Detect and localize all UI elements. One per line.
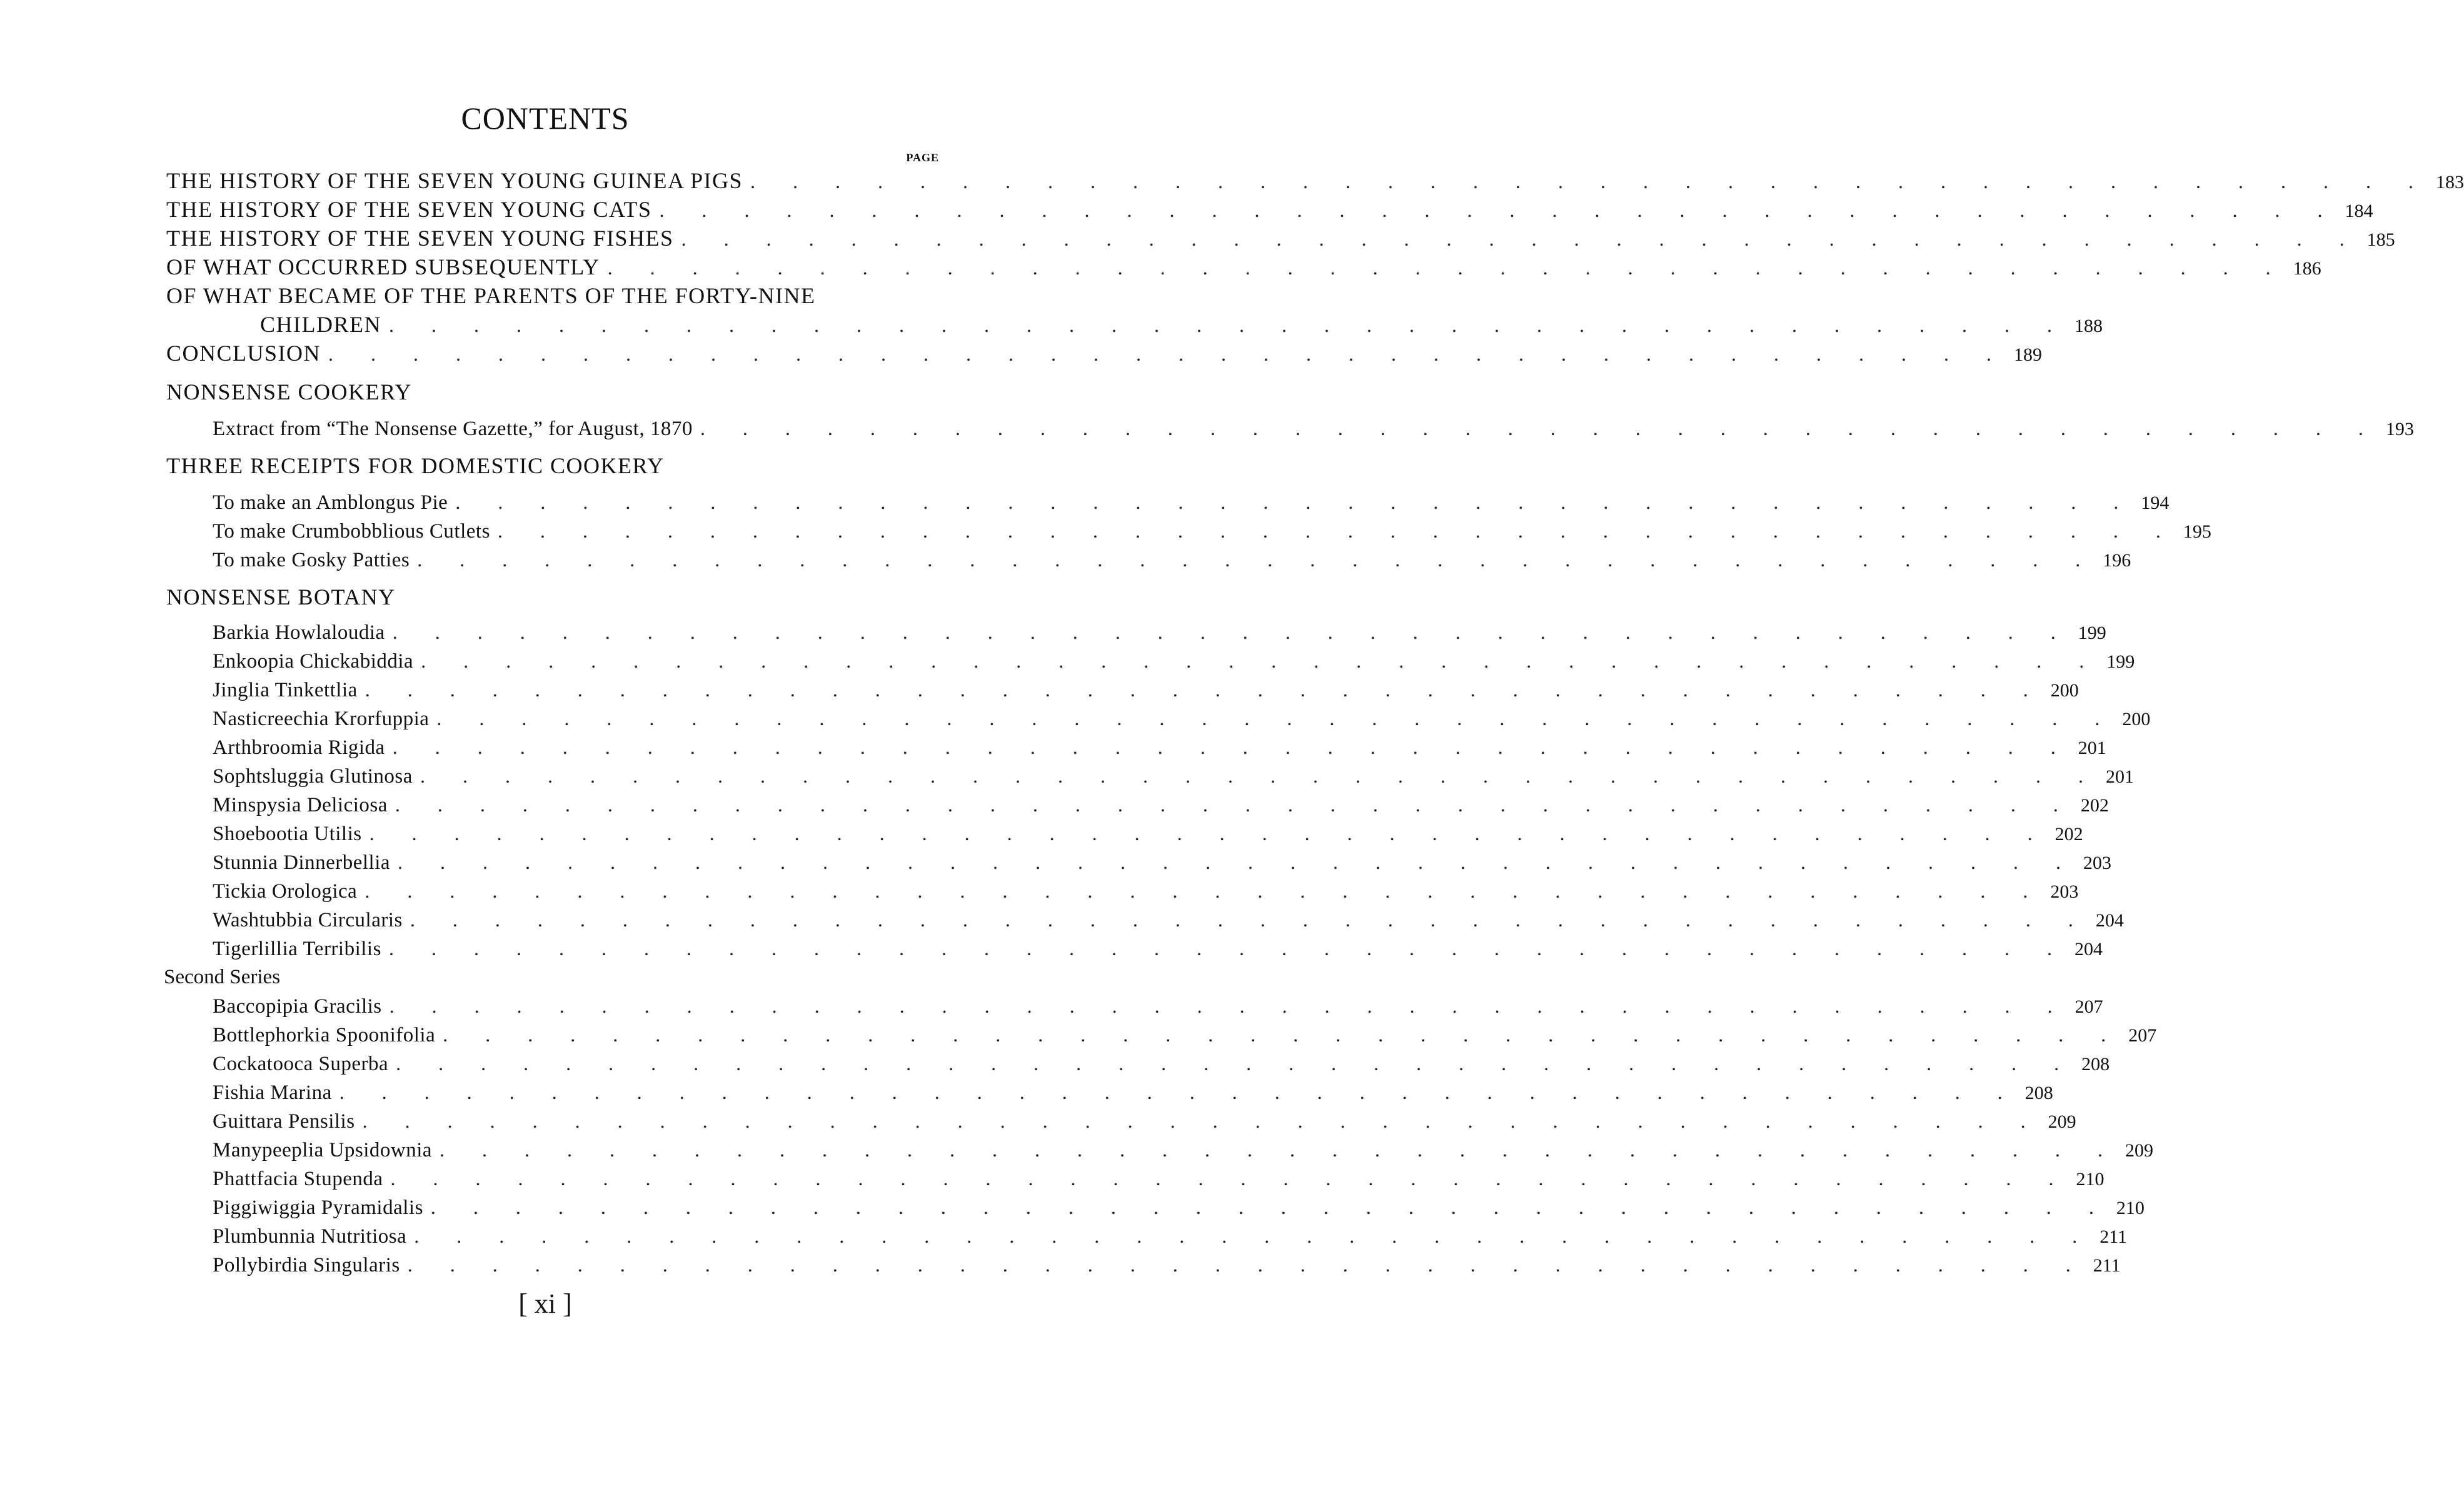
dot-leader: . . . . . . . . . . . . . . . . . . . . . . . . . . . . . . . . . . . . . . . .: [362, 1110, 2042, 1132]
entry-title: Arthbroomia Rigida: [213, 736, 385, 759]
entry-title: Tigerlillia Terribilis: [213, 938, 381, 960]
dot-leader: . . . . . . . . . . . . . . . . . . . . . . . . . . . . . . . . . . . . . . . .: [440, 1138, 2120, 1161]
entry-title: CONCLUSION: [166, 341, 321, 366]
dot-leader: . . . . . . . . . . . . . . . . . . . . . . . . . . . . . . . . . . . . . . . .: [339, 1081, 2019, 1103]
toc-entry[interactable]: [213, 1135, 2154, 1164]
toc-entry[interactable]: [213, 1049, 2110, 1078]
dot-leader: . . . . . . . . . . . . . . . . . . . . . . . . . . . . . . . . . . . . . . . .: [392, 736, 2072, 758]
entry-page: 210: [2076, 1169, 2104, 1190]
section-heading-nonsense-botany: NONSENSE BOTANY: [166, 584, 396, 609]
entry-page: 211: [2093, 1255, 2121, 1276]
dot-leader: . . . . . . . . . . . . . . . . . . . . . . . . . . . . . . . . . . . . . . . .: [365, 880, 2044, 902]
dot-leader: . . . . . . . . . . . . . . . . . . . . . . . . . . . . . . . . . . . . . . . .: [392, 621, 2072, 643]
entry-title: Pollybirdia Singularis: [213, 1254, 400, 1276]
page-number-footer: [ xi ]: [518, 1288, 572, 1319]
toc-entry[interactable]: [213, 646, 2135, 675]
toc-entry[interactable]: [213, 1078, 2053, 1106]
entry-page: 208: [2024, 1083, 2053, 1103]
section-heading-three-receipts: THREE RECEIPTS FOR DOMESTIC COOKERY: [166, 453, 665, 478]
entry-title: Enkoopia Chickabiddia: [213, 650, 414, 673]
toc-entry[interactable]: [213, 1106, 2076, 1135]
dot-leader: . . . . . . . . . . . . . . . . . . . . . . . . . . . . . . . . . . . . . . . .: [388, 937, 2068, 960]
toc-entry[interactable]: [213, 733, 2106, 761]
entry-page: 185: [2366, 229, 2395, 250]
dot-leader: . . . . . . . . . . . . . . . . . . . . . . . . . . . . . . . . . . . . . . . .: [414, 1225, 2094, 1247]
entry-title-line1[interactable]: OF WHAT BECAME OF THE PARENTS OF THE FORTY-NINE: [166, 283, 816, 308]
entry-title: THE HISTORY OF THE SEVEN YOUNG FISHES: [166, 226, 674, 251]
page-column-label: PAGE: [906, 151, 939, 164]
entry-page: 201: [2105, 766, 2134, 787]
entry-page: 189: [2014, 344, 2043, 365]
entry-title: THE HISTORY OF THE SEVEN YOUNG GUINEA PIGS: [166, 168, 743, 193]
dot-leader: . . . . . . . . . . . . . . . . . . . . . . . . . . . . . . . . . . . . . . . .: [365, 678, 2044, 701]
entry-page: 196: [2103, 550, 2131, 571]
toc-entry[interactable]: [213, 876, 2079, 905]
entry-title: To make an Amblongus Pie: [213, 491, 448, 514]
entry-title: Shoebootia Utilis: [213, 823, 362, 845]
entry-title: THE HISTORY OF THE SEVEN YOUNG CATS: [166, 197, 652, 222]
toc-entry[interactable]: [166, 195, 2373, 224]
entry-page: 184: [2345, 201, 2373, 221]
entry-title: Nasticreechia Krorfuppia: [213, 708, 430, 730]
dot-leader: . . . . . . . . . . . . . . . . . . . . . . . . . . . . . . . . . . . . . . . .: [750, 170, 2430, 193]
entry-title: To make Gosky Patties: [213, 549, 410, 571]
toc-entry[interactable]: [213, 991, 2103, 1020]
dot-leader: . . . . . . . . . . . . . . . . . . . . . . . . . . . . . . . . . . . . . . . .: [443, 1023, 2123, 1046]
dot-leader: . . . . . . . . . . . . . . . . . . . . . . . . . . . . . . . . . . . . . . . .: [395, 793, 2074, 816]
toc-entry[interactable]: [213, 1193, 2145, 1221]
entry-page: 188: [2074, 316, 2103, 336]
entry-page: 209: [2125, 1140, 2154, 1161]
toc-entry[interactable]: [166, 339, 2043, 368]
section-heading-nonsense-cookery: NONSENSE COOKERY: [166, 379, 413, 404]
entry-title: To make Crumbobblious Cutlets: [213, 520, 490, 543]
toc-entry[interactable]: [213, 934, 2103, 963]
dot-leader: . . . . . . . . . . . . . . . . . . . . . . . . . . . . . . . . . . . . . . . .: [497, 519, 2177, 542]
entry-title: Cockatooca Superba: [213, 1053, 389, 1075]
entry-page: 199: [2078, 623, 2106, 643]
toc-entry[interactable]: [213, 516, 2211, 545]
toc-entry[interactable]: [260, 310, 2103, 339]
toc-entry[interactable]: [213, 1250, 2121, 1279]
entry-page: 208: [2081, 1054, 2110, 1075]
toc-entry[interactable]: [213, 819, 2083, 848]
entry-page: 193: [2385, 419, 2414, 439]
entry-page: 207: [2128, 1025, 2157, 1046]
entry-title: Plumbunnia Nutritiosa: [213, 1225, 407, 1248]
entry-page: 204: [2095, 910, 2124, 931]
dot-leader: . . . . . . . . . . . . . . . . . . . . . . . . . . . . . . . . . . . . . . . .: [421, 649, 2101, 672]
entry-title: Bottlephorkia Spoonifolia: [213, 1024, 436, 1046]
entry-page: 210: [2116, 1198, 2145, 1218]
entry-title: Baccopipia Gracilis: [213, 995, 382, 1018]
dot-leader: . . . . . . . . . . . . . . . . . . . . . . . . . . . . . . . . . . . . . . . .: [369, 822, 2049, 845]
entry-page: 204: [2074, 939, 2103, 960]
dot-leader: . . . . . . . . . . . . . . . . . . . . . . . . . . . . . . . . . . . . . . . .: [681, 228, 2361, 250]
dot-leader: . . . . . . . . . . . . . . . . . . . . . . . . . . . . . . . . . . . . . . . .: [436, 707, 2116, 729]
entry-page: 207: [2074, 996, 2103, 1017]
entry-page: 201: [2078, 738, 2106, 758]
toc-entry[interactable]: [213, 414, 2414, 443]
entry-page: 194: [2141, 493, 2170, 513]
dot-leader: . . . . . . . . . . . . . . . . . . . . . . . . . . . . . . . . . . . . . . . .: [389, 995, 2069, 1017]
entry-title: Manypeeplia Upsidownia: [213, 1139, 433, 1161]
toc-entry[interactable]: [213, 1020, 2157, 1049]
dot-leader: . . . . . . . . . . . . . . . . . . . . . . . . . . . . . . . . . . . . . . . .: [407, 1253, 2087, 1276]
entry-title: Guittara Pensilis: [213, 1110, 355, 1133]
entry-page: 203: [2083, 853, 2112, 873]
dot-leader: . . . . . . . . . . . . . . . . . . . . . . . . . . . . . . . . . . . . . . . .: [430, 1196, 2110, 1218]
dot-leader: . . . . . . . . . . . . . . . . . . . . . . . . . . . . . . . . . . . . . . . .: [420, 765, 2099, 787]
toc-entry[interactable]: [213, 1164, 2104, 1193]
entry-title: Washtubbia Circularis: [213, 909, 403, 931]
entry-page: 199: [2106, 651, 2135, 672]
entry-title: Tickia Orologica: [213, 880, 358, 903]
dot-leader: . . . . . . . . . . . . . . . . . . . . . . . . . . . . . . . . . . . . . . . .: [328, 343, 2008, 365]
page-title: CONTENTS: [461, 101, 630, 136]
toc-entry[interactable]: [213, 761, 2134, 790]
toc-entry[interactable]: [213, 848, 2112, 876]
toc-entry[interactable]: [213, 1221, 2128, 1250]
dot-leader: . . . . . . . . . . . . . . . . . . . . . . . . . . . . . . . . . . . . . . . .: [389, 314, 2068, 336]
toc-entry[interactable]: [213, 790, 2109, 819]
dot-leader: . . . . . . . . . . . . . . . . . . . . . . . . . . . . . . . . . . . . . . . .: [417, 548, 2097, 571]
toc-entry[interactable]: [213, 545, 2131, 574]
dot-leader: . . . . . . . . . . . . . . . . . . . . . . . . . . . . . . . . . . . . . . . .: [396, 1052, 2076, 1075]
entry-title-continuation: CHILDREN: [260, 312, 381, 337]
entry-page: 203: [2050, 881, 2079, 902]
entry-page: 183: [2436, 172, 2464, 193]
entry-page: 200: [2050, 680, 2079, 701]
entry-title: Stunnia Dinnerbellia: [213, 851, 391, 874]
toc-entry[interactable]: [166, 224, 2395, 253]
dot-leader: . . . . . . . . . . . . . . . . . . . . . . . . . . . . . . . . . . . . . . . .: [398, 851, 2078, 873]
toc-entry[interactable]: [213, 905, 2124, 934]
entry-page: 209: [2048, 1111, 2076, 1132]
entry-page: 211: [2099, 1226, 2128, 1247]
entry-title: Minspysia Deliciosa: [213, 794, 388, 816]
entry-title: Extract from “The Nonsense Gazette,” for August, 1870: [213, 418, 693, 440]
second-series-label: Second Series: [164, 966, 281, 988]
toc-entry[interactable]: [213, 488, 2170, 516]
toc-entry[interactable]: [166, 166, 2464, 195]
entry-title: Piggiwiggia Pyramidalis: [213, 1196, 423, 1219]
dot-leader: . . . . . . . . . . . . . . . . . . . . . . . . . . . . . . . . . . . . . . . .: [455, 491, 2135, 513]
entry-page: 202: [2080, 795, 2109, 816]
entry-title: OF WHAT OCCURRED SUBSEQUENTLY: [166, 254, 600, 279]
toc-entry[interactable]: [213, 618, 2106, 646]
toc-entry[interactable]: [213, 704, 2151, 733]
entry-page: 200: [2122, 709, 2151, 729]
entry-title: Fishia Marina: [213, 1081, 332, 1104]
entry-page: 186: [2293, 258, 2321, 279]
dot-leader: . . . . . . . . . . . . . . . . . . . . . . . . . . . . . . . . . . . . . . . .: [700, 417, 2380, 439]
entry-page: 195: [2183, 521, 2211, 542]
dot-leader: . . . . . . . . . . . . . . . . . . . . . . . . . . . . . . . . . . . . . . . .: [607, 256, 2287, 279]
toc-entry[interactable]: [213, 675, 2079, 704]
dot-leader: . . . . . . . . . . . . . . . . . . . . . . . . . . . . . . . . . . . . . . . .: [659, 199, 2339, 221]
toc-entry[interactable]: [166, 253, 2321, 281]
entry-title: Barkia Howlaloudia: [213, 621, 385, 644]
dot-leader: . . . . . . . . . . . . . . . . . . . . . . . . . . . . . . . . . . . . . . . .: [410, 908, 2089, 931]
entry-title: Phattfacia Stupenda: [213, 1168, 383, 1190]
entry-title: Sophtsluggia Glutinosa: [213, 765, 413, 788]
entry-page: 202: [2054, 824, 2083, 845]
dot-leader: . . . . . . . . . . . . . . . . . . . . . . . . . . . . . . . . . . . . . . . .: [390, 1167, 2070, 1190]
entry-title: Jinglia Tinkettlia: [213, 679, 358, 701]
